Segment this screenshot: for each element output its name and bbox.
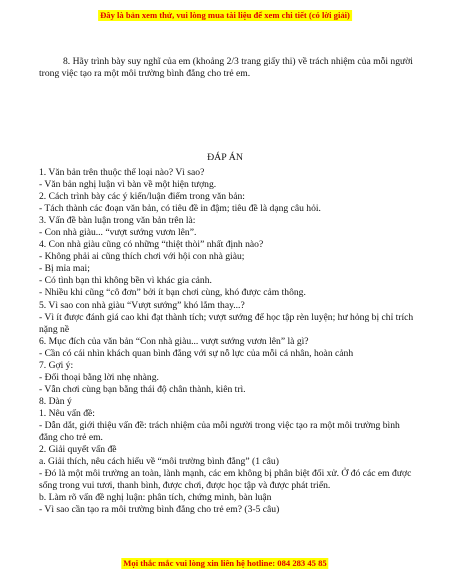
answer-line: - Không phải ai cũng thích chơi với hội con nhà giàu; <box>39 251 245 263</box>
answer-line: - Có tình bạn thì không bền vì khác gia cảnh. <box>39 275 212 287</box>
answer-line: b. Làm rõ vấn đề nghị luận: phân tích, chứng minh, bàn luận <box>39 492 272 504</box>
answer-line: 3. Vấn đề bàn luận trong văn bản trên là: <box>39 215 196 227</box>
answer-line: 2. Giải quyết vấn đề <box>39 444 117 456</box>
answer-line: 4. Con nhà giàu cũng có những “thiệt thòi” nhất định nào? <box>39 239 264 251</box>
answer-line: - Vì sao cần tạo ra môi trường bình đẳng cho trẻ em? (3-5 câu) <box>39 504 280 516</box>
answer-heading: ĐÁP ÁN <box>207 152 243 163</box>
answer-line: - Vẫn chơi cùng bạn bằng thái độ chân thành, kiên trì. <box>39 383 246 395</box>
answer-line: - Tách thành các đoạn văn bản, có tiêu đề in đậm; tiêu đề là dạng câu hỏi. <box>39 203 321 215</box>
answer-line: - Vì ít được đánh giá cao khi đạt thành tích; vượt sướng để học tập rèn luyện; hư hỏng bị chỉ trích nặng nề <box>39 311 414 335</box>
answer-line: - Con nhà giàu... “vượt sướng vươn lên”. <box>39 227 197 239</box>
answer-line: a. Giải thích, nêu cách hiểu về “môi trường bình đẳng” (1 câu) <box>39 456 279 468</box>
answer-line: 8. Dàn ý <box>39 395 72 407</box>
answer-line: - Cần có cái nhìn khách quan bình đẳng với sự nỗ lực của mỗi cá nhân, hoàn cảnh <box>39 347 354 359</box>
answer-line: - Văn bản nghị luận vì bàn về một hiện tượng. <box>39 179 217 191</box>
answer-line: 6. Mục đích của văn bản “Con nhà giàu... vượt sướng vươn lên” là gì? <box>39 335 309 347</box>
answer-line: - Nhiều khi cũng “cô đơn” bởi ít bạn chơi cùng, khó được cảm thông. <box>39 287 306 299</box>
answer-line: 2. Cách trình bày các ý kiến/luận điểm trong văn bản: <box>39 191 245 203</box>
answer-line: 1. Nêu vấn đề: <box>39 407 95 419</box>
answer-line: - Đó là một môi trường an toàn, lành mạnh, các em không bị phân biệt đối xử. Ở đó các em được sống trong vui tươi, thanh bình, được chơi, được học tập và được phát triển. <box>39 468 412 492</box>
preview-notice-banner: Đây là bản xem thử, vui lòng mua tài liệu để xem chi tiết (có lời giải) <box>100 10 350 20</box>
question-8: 8. Hãy trình bày suy nghĩ của em (khoảng 2/3 trang giấy thi) về trách nhiệm của mỗi người trong việc tạo ra một môi trường bình đẳng cho trẻ em. <box>39 55 413 80</box>
answer-line: 7. Gợi ý: <box>39 359 74 371</box>
answer-line: - Bị mỉa mai; <box>39 263 90 275</box>
answer-line: - Dẫn dắt, giới thiệu vấn đề: trách nhiệm của mỗi người trong việc tạo ra một môi trường bình đẳng cho trẻ em. <box>39 419 400 444</box>
answer-line: 1. Văn bản trên thuộc thể loại nào? Vì sao? <box>39 167 205 178</box>
answer-line: - Đối thoại bằng lời nhẹ nhàng. <box>39 371 159 383</box>
answer-body <box>39 167 415 516</box>
hotline-banner: Mọi thắc mắc vui lòng xin liên hệ hotline: 084 283 45 85 <box>123 558 327 568</box>
answer-line: 5. Vì sao con nhà giàu “Vượt sướng” khó lắm thay...? <box>39 299 245 311</box>
